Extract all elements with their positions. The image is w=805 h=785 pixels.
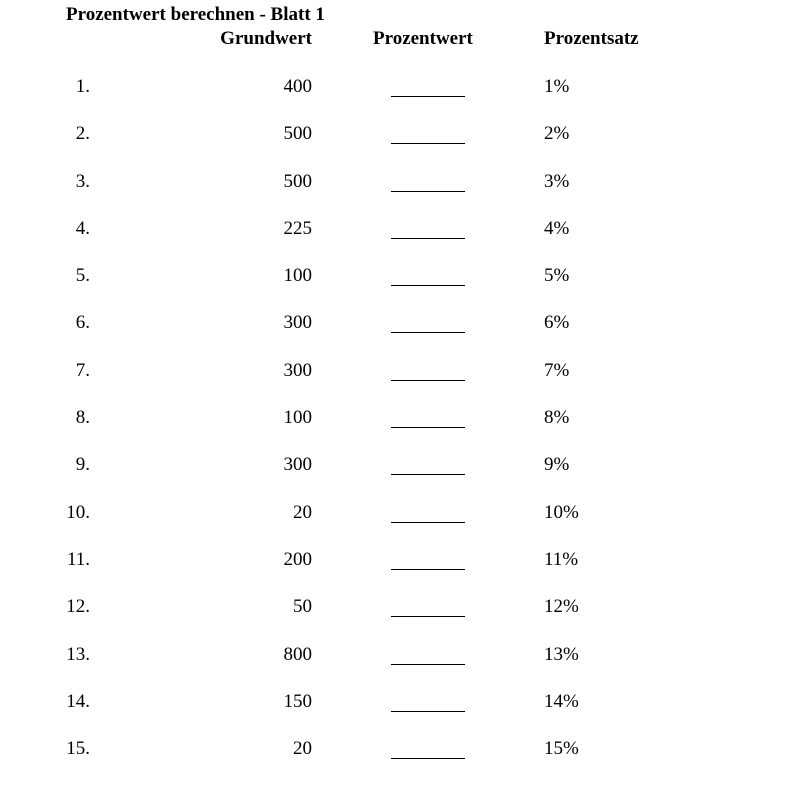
prozentsatz-value: 3%: [544, 170, 570, 192]
prozentwert-blank: [391, 143, 465, 144]
prozentwert-blank: [391, 285, 465, 286]
exercise-number: 1.: [75, 76, 90, 97]
grundwert-value: 500: [283, 170, 312, 192]
prozentsatz-value: 12%: [544, 596, 579, 618]
prozentwert-blank: [391, 238, 465, 239]
grundwert-value: 100: [283, 265, 312, 287]
grundwert-value: 20: [293, 738, 312, 760]
grundwert-value: 300: [283, 359, 312, 381]
exercise-row: [0, 312, 805, 359]
grundwert-value: 500: [283, 123, 312, 145]
prozentsatz-value: 2%: [544, 123, 570, 145]
prozentsatz-value: 1%: [544, 76, 570, 97]
exercise-number: 14.: [66, 690, 90, 712]
exercise-row: [0, 265, 805, 312]
exercise-number: 3.: [75, 170, 90, 192]
exercise-number: 6.: [75, 312, 90, 334]
worksheet-title: Prozentwert berechnen - Blatt 1: [66, 4, 325, 25]
exercise-row: [0, 549, 805, 596]
grundwert-value: 300: [283, 454, 312, 476]
grundwert-value: 225: [283, 217, 312, 239]
prozentwert-blank: [391, 569, 465, 570]
exercise-number: 11.: [66, 548, 90, 570]
exercise-row: [0, 596, 805, 643]
grundwert-value: 300: [283, 312, 312, 334]
prozentsatz-value: 15%: [544, 738, 579, 760]
prozentwert-blank: [391, 758, 465, 759]
exercise-row: [0, 76, 805, 123]
prozentsatz-value: 7%: [544, 359, 570, 381]
prozentsatz-value: 8%: [544, 407, 570, 429]
exercise-row: [0, 738, 805, 785]
header-prozentsatz: Prozentsatz: [544, 28, 639, 49]
exercise-number: 4.: [75, 217, 90, 239]
exercise-number: 5.: [75, 265, 90, 287]
grundwert-value: 150: [283, 690, 312, 712]
prozentwert-blank: [391, 664, 465, 665]
prozentsatz-value: 10%: [544, 501, 579, 523]
prozentwert-blank: [391, 474, 465, 475]
grundwert-value: 800: [283, 643, 312, 665]
exercise-row: [0, 360, 805, 407]
exercise-number: 15.: [66, 738, 90, 760]
prozentwert-blank: [391, 427, 465, 428]
exercise-list: [0, 76, 805, 785]
exercise-number: 9.: [75, 454, 90, 476]
header-grundwert: Grundwert: [220, 28, 312, 49]
prozentwert-blank: [391, 711, 465, 712]
exercise-row: [0, 123, 805, 170]
prozentsatz-value: 13%: [544, 643, 579, 665]
grundwert-value: 400: [283, 76, 312, 97]
exercise-number: 8.: [75, 407, 90, 429]
exercise-number: 2.: [75, 123, 90, 145]
prozentsatz-value: 5%: [544, 265, 570, 287]
exercise-row: [0, 454, 805, 501]
header-prozentwert: Prozentwert: [373, 28, 473, 49]
exercise-row: [0, 502, 805, 549]
prozentsatz-value: 14%: [544, 690, 579, 712]
prozentsatz-value: 6%: [544, 312, 570, 334]
prozentwert-blank: [391, 616, 465, 617]
grundwert-value: 50: [293, 596, 312, 618]
prozentsatz-value: 9%: [544, 454, 570, 476]
prozentwert-blank: [391, 332, 465, 333]
grundwert-value: 200: [283, 548, 312, 570]
prozentwert-blank: [391, 522, 465, 523]
exercise-row: [0, 691, 805, 738]
prozentwert-blank: [391, 96, 465, 97]
exercise-number: 12.: [66, 596, 90, 618]
exercise-row: [0, 171, 805, 218]
exercise-row: [0, 218, 805, 265]
grundwert-value: 100: [283, 407, 312, 429]
exercise-row: [0, 407, 805, 454]
exercise-number: 13.: [66, 643, 90, 665]
prozentwert-blank: [391, 380, 465, 381]
prozentwert-blank: [391, 191, 465, 192]
prozentsatz-value: 4%: [544, 217, 570, 239]
exercise-row: [0, 644, 805, 691]
grundwert-value: 20: [293, 501, 312, 523]
prozentsatz-value: 11%: [544, 548, 579, 570]
exercise-number: 10.: [66, 501, 90, 523]
exercise-number: 7.: [75, 359, 90, 381]
